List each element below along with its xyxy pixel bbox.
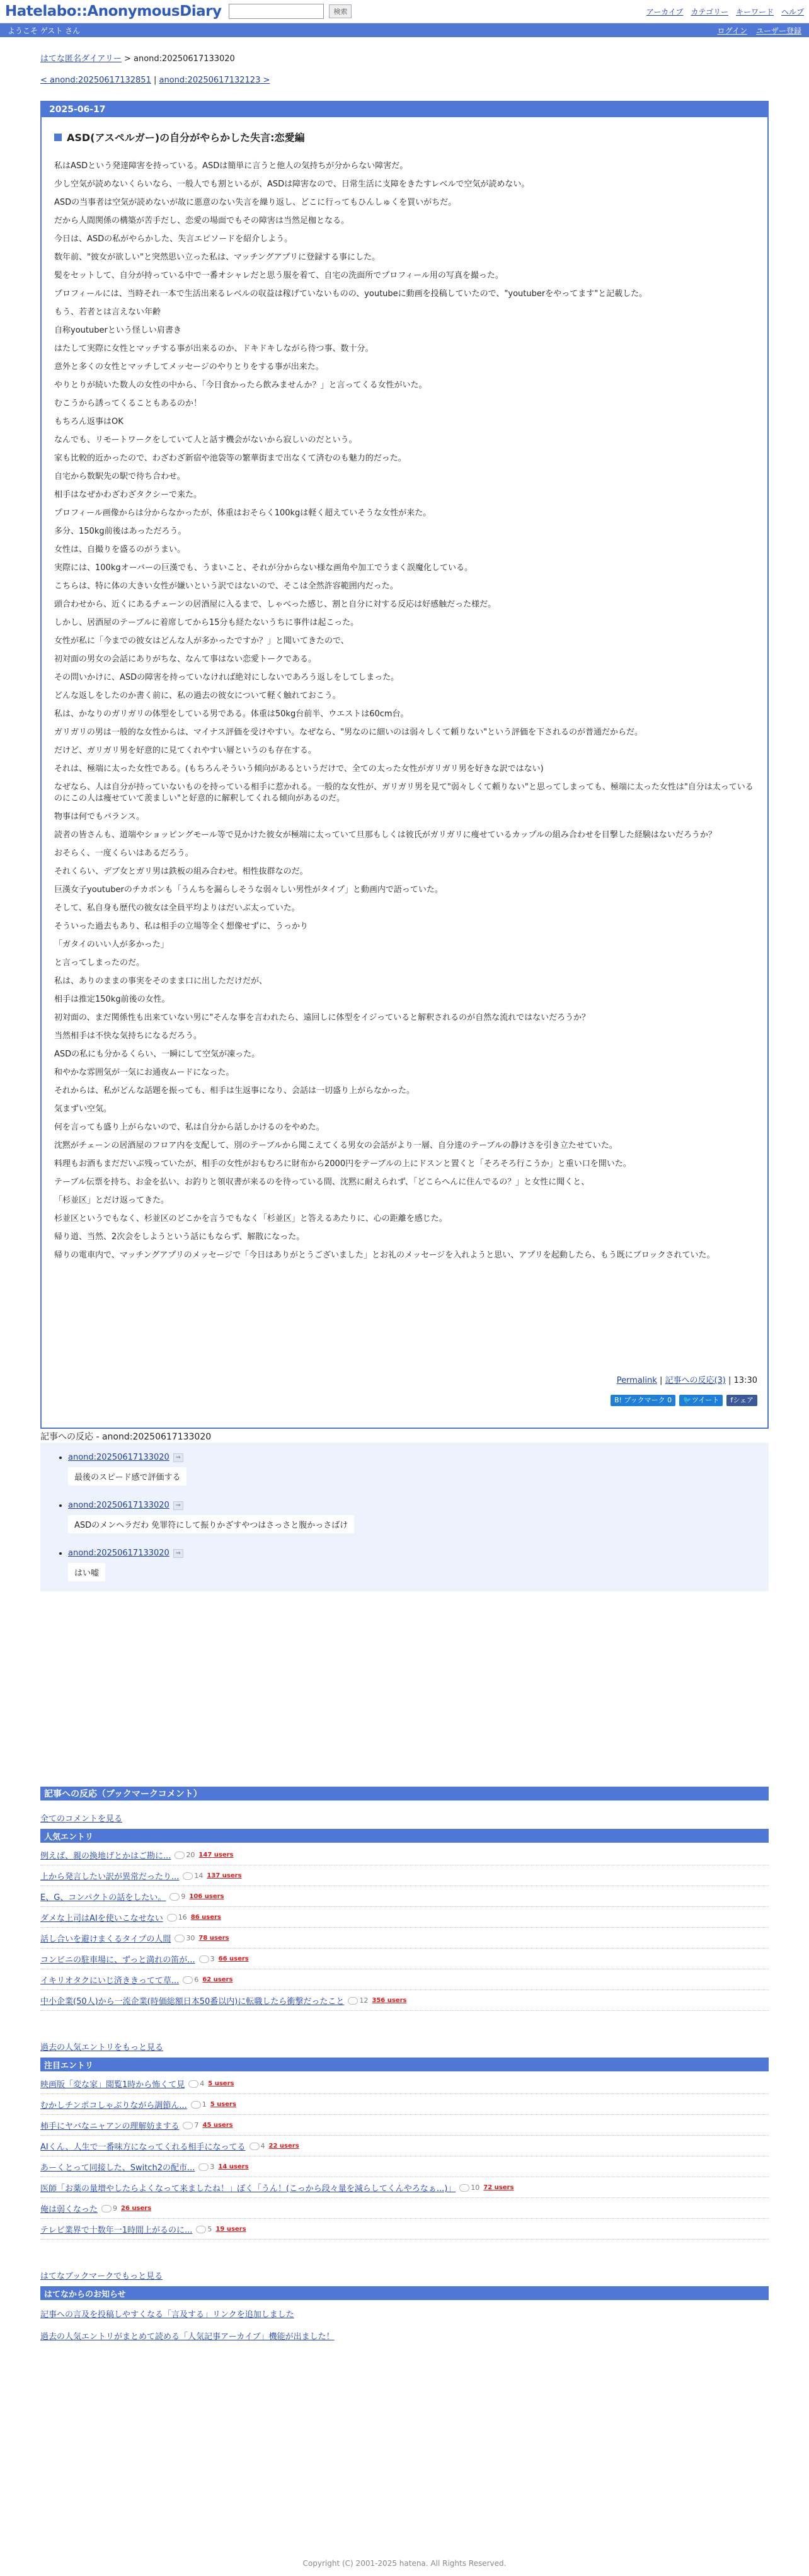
reaction-link[interactable]: 記事への反応(3): [665, 1376, 726, 1385]
entry-paragraph: なぜなら、人は自分が持っていないものを持っている相手に惹かれる。一般的な女性が、ガリガリ男を見て"弱々しくて頼りない"と思ってしまっても、極端に太った女性は"自分は太っているのにこの人は痩せていて羨ましい"と好意的に解釈してくれる傾向があるのだ。: [54, 782, 754, 803]
comment-count: [169, 1892, 185, 1901]
comment-bubble-icon: [175, 1852, 185, 1859]
arrow-icon[interactable]: ⇒: [173, 1501, 183, 1510]
attention-section-title: 注目エントリ: [40, 2058, 769, 2071]
reaction-comment: ASDのメンヘラだわ 免罪符にして振りかざすやつはさっさと腹かっさばけ: [68, 1515, 354, 1533]
comment-count: [183, 1872, 203, 1880]
reaction-id-link[interactable]: • anond:20250617133020: [68, 1453, 169, 1462]
top-bar: [0, 0, 809, 23]
entry-date: 2025-06-17: [42, 102, 767, 117]
entry-paragraph: だけど、ガリガリ男を好意的に見てくれやすい層というのも存在する。: [54, 746, 316, 755]
arrow-icon[interactable]: ⇒: [173, 1453, 183, 1462]
popular-entry-link[interactable]: ダメな上司はAIを使いこなせない: [40, 1914, 163, 1923]
entry-paragraph: 和やかな雰囲気が一気にお通夜ムードになった。: [54, 1068, 234, 1077]
popular-entry-row: [40, 1970, 769, 1990]
entry-paragraph: 少し空気が読めないくらいなら、一般人でも割といるが、ASDは障害なので、日常生活に支障をきたすレベルで空気が読めない。: [54, 180, 530, 189]
reaction-box: [40, 1443, 769, 1591]
entry-paragraph: やりとりが続いた数人の女性の中から、「今日食かったら飲みませんか？」と言ってくる女性がいた。: [54, 381, 427, 390]
title-marker-icon: [54, 134, 62, 141]
entry-paragraph: 初対面の、まだ関係性も出来ていない男に"そんな事を言われたら、遠回しに体型をイジっていると解釈されるのが自然な流れではないだろうか？: [54, 1013, 590, 1022]
entry-paragraph: だから人間関係の構築が苦手だし、恋愛の場面でもその障害は当然足枷となる。: [54, 216, 350, 226]
next-entry-link[interactable]: anond:20250617132123 >: [159, 76, 270, 85]
bookmark-users-badge[interactable]: 22 users: [268, 2143, 299, 2150]
entry-paragraph: 当然相手は不快な気持ちになるだろう。: [54, 1031, 202, 1041]
entry-paragraph: それくらい、デブ女とガリ男は鉄板の組み合わせ。相性抜群なのだ。: [54, 867, 308, 876]
entry-paragraph: しかし、居酒屋のテーブルに着席してから15分も経たないうちに事件は起こった。: [54, 618, 359, 627]
comment-bubble-icon: [183, 1976, 193, 1984]
entry-paragraph: ガリガリの男は一般的な女性からは、マイナス評価を受けやすい。なぜなら、"男なのに細いのは弱々しくて頼りない"という評価を下されるのが普通だからだ。: [54, 728, 643, 737]
comment-count: [101, 2204, 117, 2212]
entry-paragraph: なんでも、リモートワークをしていて人と話す機会がないから寂しいのだという。: [54, 435, 357, 445]
entry-paragraph: 「杉並区」とだけ返ってきた。: [54, 1196, 169, 1205]
bookmark-users-badge[interactable]: 66 users: [218, 1955, 249, 1962]
entry-paragraph: その問いかけに、ASDの障害を持っていなければ絶対にしないであろう返しをしてしまった。: [54, 673, 399, 682]
bookmark-section-title: 記事への反応（ブックマークコメント）: [40, 1787, 769, 1800]
comment-count-value: 7: [194, 2121, 199, 2129]
footer-copyright: Copyright (C) 2001-2025 hatena. All Rights Reserved.: [302, 2559, 507, 2568]
comment-bubble-icon: [169, 1893, 180, 1901]
bookmark-button[interactable]: B! ブックマーク 0: [611, 1395, 675, 1406]
entry-paragraph: もう、若者とは言えない年齢: [54, 307, 161, 317]
attention-entry-row: [40, 2074, 769, 2094]
attention-entry-row: [40, 2199, 769, 2219]
archive-link[interactable]: アーカイブ: [646, 7, 684, 16]
entry-paragraph: 巨漢女子youtuberのチカボンも「うんちを漏らしそうな弱々しい男性がタイプ」と動画内で語っていた。: [54, 885, 443, 895]
bookmark-users-badge[interactable]: 106 users: [189, 1893, 224, 1900]
popular-entry-row: [40, 1908, 769, 1928]
search-input[interactable]: [229, 4, 324, 19]
comment-count: [250, 2142, 265, 2150]
entry-body: [54, 161, 757, 1261]
entry-paragraph: 私はASDという発達障害を持っている。ASDは簡単に言うと他人の気持ちが分からない障害だ。: [54, 161, 408, 171]
comment-count-value: 3: [210, 2163, 215, 2171]
comment-bubble-icon: [183, 1872, 193, 1880]
entry-paragraph: 私は、ありのままの事実をそのまま口に出しただけだが、: [54, 976, 268, 986]
popular-entry-link[interactable]: コンビニの駐車場に、ずっと満れの笛が...: [40, 1955, 195, 1965]
entry-time: | 13:30: [725, 1376, 757, 1385]
comment-count-value: 4: [260, 2142, 265, 2150]
reaction-comment: 最後のスピード感で評価する: [68, 1467, 186, 1485]
comment-count-value: 6: [194, 1976, 199, 1984]
comment-bubble-icon: [188, 2080, 198, 2088]
facebook-icon: f: [730, 1396, 733, 1404]
comment-count: [175, 1851, 195, 1859]
bookmark-users-badge[interactable]: 137 users: [207, 1872, 242, 1879]
search-button[interactable]: 検索: [329, 4, 352, 18]
facebook-share-button[interactable]: [726, 1395, 757, 1406]
entry-paragraph: プロフィール画像からは分からなかったが、体重はおそらく100kgは軽く超えていそうな女性が来た。: [54, 508, 432, 518]
comment-count: [167, 1913, 187, 1921]
entry-paragraph: どんな返しをしたのか書く前に、私の過去の彼女について軽く触れておこう。: [54, 691, 341, 701]
all-comments-link[interactable]: 全てのコメントを見る: [40, 1814, 123, 1824]
comment-count: [199, 1955, 215, 1963]
attention-entry-link[interactable]: あーくとって同接した、Switch2の配市...: [40, 2163, 195, 2173]
permalink-link[interactable]: Permalink: [616, 1376, 657, 1385]
attention-entry-link[interactable]: AIくん、人生で一番味方になってくれる相手になってる: [40, 2143, 246, 2152]
attention-entry-row: [40, 2095, 769, 2115]
comment-count: [183, 1976, 198, 1984]
attention-entry-row: [40, 2136, 769, 2156]
comment-count-value: 4: [200, 2080, 205, 2088]
reaction-list: [40, 1443, 769, 1581]
popular-more-link[interactable]: 過去の人気エントリをもっと見る: [40, 2043, 164, 2052]
reaction-item: [68, 1548, 769, 1581]
entry-paragraph: と言ってしまったのだ。: [54, 958, 145, 968]
entry-paragraph: 女性は、自撮りを盛るのがうまい。: [54, 545, 186, 554]
arrow-icon[interactable]: ⇒: [173, 1549, 183, 1558]
bookmark-users-badge[interactable]: 14 users: [218, 2163, 249, 2170]
tweet-label: ツイート: [691, 1396, 720, 1404]
comment-bubble-icon: [183, 2122, 193, 2129]
welcome-bar: [0, 23, 809, 37]
entry-paragraph: それからは、私がどんな話題を振っても、相手は生返事になり、会話は一切盛り上がらなかった。: [54, 1086, 415, 1096]
entry-paragraph: 実際には、100kgオーバーの巨漢でも、うまいこと、それが分からない様な画角や加工でうまく誤魔化している。: [54, 563, 473, 573]
comment-count-value: 1: [202, 2100, 207, 2109]
reaction-item: [68, 1453, 769, 1485]
entry-paragraph: ASDの当事者は空気が読めないが故に悪意のない失言を繰り返し、どこに行ってもひんしゅくを買いがちだ。: [54, 198, 457, 207]
category-link[interactable]: カテゴリー: [691, 7, 728, 16]
attention-entry-row: [40, 2157, 769, 2177]
attention-more-link[interactable]: はてなブックマークでもっと見る: [40, 2272, 163, 2281]
comment-count: [175, 1934, 195, 1942]
popular-entry-link[interactable]: 話し合いを避けまくるタイプの人間: [40, 1935, 171, 1944]
welcome-text: ようこそ ゲスト さん: [8, 26, 81, 35]
entry-title-row: [54, 130, 767, 144]
breadcrumb: [40, 52, 769, 64]
help-link[interactable]: ヘルプ: [781, 7, 804, 16]
entry-paragraph: はたして実際に女性とマッチする事が出来るのか、ドキドキしながら待つ事、数十分。: [54, 344, 374, 353]
entry-paragraph: ASDの私にも分かるくらい、一瞬にして空気が凍った。: [54, 1050, 260, 1059]
prev-entry-link[interactable]: < anond:20250617132851: [40, 76, 151, 85]
reaction-id-link[interactable]: • anond:20250617133020: [68, 1501, 169, 1510]
comment-bubble-icon: [196, 2226, 206, 2233]
comment-count-value: 30: [186, 1934, 195, 1942]
popular-entry-link[interactable]: 例えば、親の換地げとかはご勘に...: [40, 1852, 171, 1861]
entry-title: ASD(アスペルガー)の自分がやらかした失言:恋愛編: [67, 132, 305, 144]
comment-bubble-icon: [459, 2184, 469, 2192]
popular-entry-row: [40, 1991, 769, 2011]
entry-paragraph: 相手は推定150kg前後の女性。: [54, 995, 170, 1004]
comment-count: [188, 2080, 204, 2088]
entry-paragraph: 相手はなぜかわざわざタクシーで来た。: [54, 490, 202, 500]
entry-paragraph: 頭合わせから、近くにあるチェーンの居酒屋に入るまで、しゃべった感じ、割と自分に対する反応は好感触だった様だ。: [54, 600, 496, 609]
entry-paragraph: 「ガタイのいい人が多かった」: [54, 940, 169, 949]
top-links: [646, 6, 804, 17]
keyword-link[interactable]: キーワード: [735, 7, 774, 16]
comment-bubble-icon: [198, 2163, 209, 2171]
comment-count-value: 10: [471, 2184, 480, 2192]
popular-entry-row: [40, 1949, 769, 1969]
entry-paragraph: テーブル伝票を持ち、お金を払い、お釣りと領収書が来るのを待っている間、沈黙に耐えられず、「どこらへんに住んでるの？」と女性に聞くと、: [54, 1177, 590, 1187]
reaction-heading: 記事への反応 - anond:20250617133020: [40, 1432, 212, 1442]
entry-paragraph: それは、極端に太った女性である。(もちろんそういう傾向があるというだけで、全ての太った女性がガリガリ男を好きな訳ではない): [54, 764, 544, 774]
popular-entry-link[interactable]: 中小企業(50人)から一流企業(時価総額日本50番以内)に転職したら衝撃だったこと: [40, 1997, 345, 2006]
popular-entry-row: [40, 1887, 769, 1907]
bookmark-users-badge[interactable]: 5 users: [208, 2080, 234, 2087]
entry-paragraph: 数年前、"彼女が欲しい"と突然思い立った私は、マッチングアプリに登録する事にした。: [54, 253, 381, 262]
comment-count-value: 12: [359, 1996, 369, 2005]
entry-paragraph: 家も比較的近かったので、わざわざ新宿や池袋等の繁華街まで出なくて済むのも魅力的だった。: [54, 454, 406, 463]
entry-paragraph: 杉並区というでもなく、杉並区のどこかを言うでもなく「杉並区」と答えるあたりに、心の距離を感じた。: [54, 1214, 447, 1223]
entry-paragraph: 多分、150kg前後はあっただろう。: [54, 527, 186, 536]
entry-pager: [40, 76, 769, 85]
comment-count: [183, 2121, 198, 2129]
entry-paragraph: 自宅から数駅先の駅で待ち合わせ。: [54, 472, 185, 481]
bookmark-users-badge[interactable]: 45 users: [202, 2122, 233, 2129]
bookmark-users-badge[interactable]: 78 users: [198, 1935, 229, 1942]
share-label: シェア: [733, 1396, 754, 1404]
entry-paragraph: おそらく、一度くらいはあるだろう。: [54, 849, 193, 858]
entry-paragraph: こちらは、特に体の大きい女性が嫌いという訳ではないので、そこは全然許容範囲内だった。: [54, 581, 398, 591]
comment-bubble-icon: [175, 1935, 185, 1942]
attention-entry-link[interactable]: 医師「お薬の量増やしたらよくなって来ましたね！」ぼく「うん！(こっから段々量を減らしてくんやろなぁ...)」: [40, 2184, 456, 2194]
popular-entry-row: [40, 1928, 769, 1949]
attention-entry-row: [40, 2219, 769, 2240]
attention-entry-row: [40, 2115, 769, 2136]
tweet-button[interactable]: [679, 1395, 723, 1406]
login-link[interactable]: ログイン: [717, 26, 747, 35]
comment-count: [191, 2100, 207, 2109]
entry-paragraph: 気まずい空気。: [54, 1104, 112, 1114]
entry-box: [40, 101, 769, 1429]
comment-count-value: 20: [186, 1851, 195, 1859]
attention-entry-link[interactable]: テレビ業界で十数年一1時間上がるのに...: [40, 2226, 193, 2235]
comment-count-value: 16: [178, 1913, 187, 1921]
comment-count: [459, 2184, 479, 2192]
entry-paragraph: 今日は、ASDの私がやらかした、失言エピソードを紹介しよう。: [54, 234, 293, 244]
comment-bubble-icon: [191, 2101, 201, 2109]
bookmark-users-badge[interactable]: 147 users: [198, 1852, 234, 1858]
attention-entry-link[interactable]: 柿手にヤバなニャアンの理解妨まする: [40, 2122, 180, 2131]
comment-bubble-icon: [101, 2205, 112, 2212]
reaction-comment: はい嘘: [68, 1563, 105, 1581]
entry-paragraph: むこうから誘ってくることもあるのか！: [54, 399, 202, 408]
reaction-item: [68, 1501, 769, 1533]
pager-separator: |: [151, 76, 159, 85]
entry-paragraph: 自称youtuberという怪しい肩書き: [54, 326, 181, 335]
attention-entry-row: [40, 2178, 769, 2198]
bookmark-users-badge[interactable]: 86 users: [190, 1914, 221, 1921]
entry-paragraph: 帰りの電車内で、マッチングアプリのメッセージで「今日はありがとうございました」とお礼のメッセージを入れようと思い、アプリを起動したら、もう既にブロックされていた。: [54, 1251, 715, 1260]
entry-paragraph: 何を言っても盛り上がらないので、私は自分から話しかけるのをやめた。: [54, 1123, 324, 1132]
comment-count-value: 9: [113, 2204, 118, 2212]
bookmark-users-badge[interactable]: 72 users: [483, 2184, 514, 2191]
entry-paragraph: もちろん返事はOK: [54, 417, 123, 426]
bookmark-users-badge[interactable]: 356 users: [372, 1997, 407, 2004]
share-buttons: [611, 1395, 757, 1406]
entry-paragraph: 初対面の男女の会話にありがちな、なんて事はない恋愛トークである。: [54, 655, 317, 664]
entry-paragraph: 帰り道、当然、2次会をしようという話にもならず、解散になった。: [54, 1232, 305, 1242]
attention-entry-link[interactable]: 俺は弱くなった: [40, 2205, 98, 2214]
comment-bubble-icon: [348, 1997, 358, 2005]
popular-section-title: 人気エントリ: [40, 1829, 769, 1843]
entry-paragraph: 意外と多くの女性とマッチしてメッセージのやりとりをする事が出来た。: [54, 362, 324, 372]
entry-paragraph: 女性が私に「今までの彼女はどんな人が多かったですか？」と聞いてきたので、: [54, 636, 349, 646]
bird-icon: 🐦: [683, 1396, 692, 1404]
attention-entry-link[interactable]: むかしチンポコしゃぶりながら調節ん...: [40, 2101, 187, 2110]
entry-paragraph: 料理もお酒もまだだいぶ残っていたが、相手の女性がおもむろに財布から2000円をテーブルの上にドスンと置くと「そろそろ行こうか」と重い口を開いた。: [54, 1159, 631, 1169]
comment-count-value: 14: [194, 1872, 204, 1880]
attention-entry-link[interactable]: 映画版「変な家」閲覧1時から怖くて見: [40, 2080, 185, 2090]
comment-count: [196, 2225, 212, 2233]
entry-paragraph: 物事は何でもバランス。: [54, 812, 145, 821]
entry-paragraph: プロフィールには、当時それ一本で生活出来るレベルの収益は稼げていないものの、youtubeに動画を投稿していたので、"youtuberをやってます"と記載した。: [54, 289, 648, 299]
entry-paragraph: 私は、かなりのガリガリの体型をしている男である。体重は50kg台前半、ウエストは60cm台。: [54, 709, 409, 719]
notice-item[interactable]: 過去の人気エントリがまとめて読める「人気記事アーカイブ」機能が出ました！: [40, 2332, 335, 2342]
site-logo[interactable]: Hatelabo::AnonymousDiary: [5, 3, 222, 20]
popular-entry-row: [40, 1866, 769, 1886]
bookmark-users-badge[interactable]: 5 users: [210, 2101, 236, 2108]
comment-bubble-icon: [199, 1955, 209, 1963]
comment-count-value: 5: [207, 2225, 212, 2233]
popular-entry-link[interactable]: E、G、コンパクトの話をしたい。: [40, 1893, 166, 1903]
register-link[interactable]: ユーザー登録: [755, 26, 801, 35]
bookmark-users-badge[interactable]: 19 users: [215, 2226, 246, 2233]
reaction-id-link[interactable]: • anond:20250617133020: [68, 1548, 169, 1558]
comment-count-value: 9: [181, 1892, 186, 1901]
breadcrumb-site-link[interactable]: はてな匿名ダイアリー: [40, 54, 122, 64]
comment-count: [348, 1996, 368, 2005]
popular-entry-link[interactable]: 上から発言したい訳が異常だったり...: [40, 1872, 180, 1882]
entry-paragraph: そういった過去もあり、私は相手の立場等全く想像せずに、うっかり: [54, 922, 309, 931]
entry-paragraph: 髪をセットして、自分が持っている中で一番オシャレだと思う服を着て、自宅の洗面所でプロフィール用の写真を撮った。: [54, 271, 503, 280]
popular-entry-row: [40, 1845, 769, 1865]
bookmark-users-badge[interactable]: 62 users: [202, 1976, 233, 1983]
bookmark-users-badge[interactable]: 26 users: [121, 2205, 152, 2212]
comment-count-value: 3: [210, 1955, 215, 1963]
comment-bubble-icon: [250, 2143, 260, 2150]
entry-paragraph: 読者の皆さんも、道端やショッピングモール等で見かけた彼女が極端に太っていて旦那もしくは彼氏がガリガリに痩せているカップルの組み合わせを目撃した経験はないだろうか？: [54, 830, 716, 840]
comment-count: [198, 2163, 214, 2171]
notice-section-title: はてなからのお知らせ: [40, 2286, 769, 2300]
comment-bubble-icon: [167, 1914, 177, 1921]
entry-footer: Permalink | 記事への反応(3) | 13:30: [616, 1376, 757, 1385]
entry-paragraph: そして、私自身も歴代の彼女は全員平均よりはだいぶ太っていた。: [54, 903, 300, 913]
popular-entry-link[interactable]: イキリオタクにいじ済ききってて草...: [40, 1976, 180, 1986]
breadcrumb-current: > anond:20250617133020: [121, 54, 235, 64]
notice-item[interactable]: 記事への言及を投稿しやすくなる「言及する」リンクを追加しました: [40, 2310, 294, 2320]
entry-paragraph: 沈黙がチェーンの居酒屋のフロア内を支配して、別のテーブルから聞こえてくる男女の会話がより一層、自分達のテーブルの静けさを引き立たせていた。: [54, 1141, 617, 1150]
